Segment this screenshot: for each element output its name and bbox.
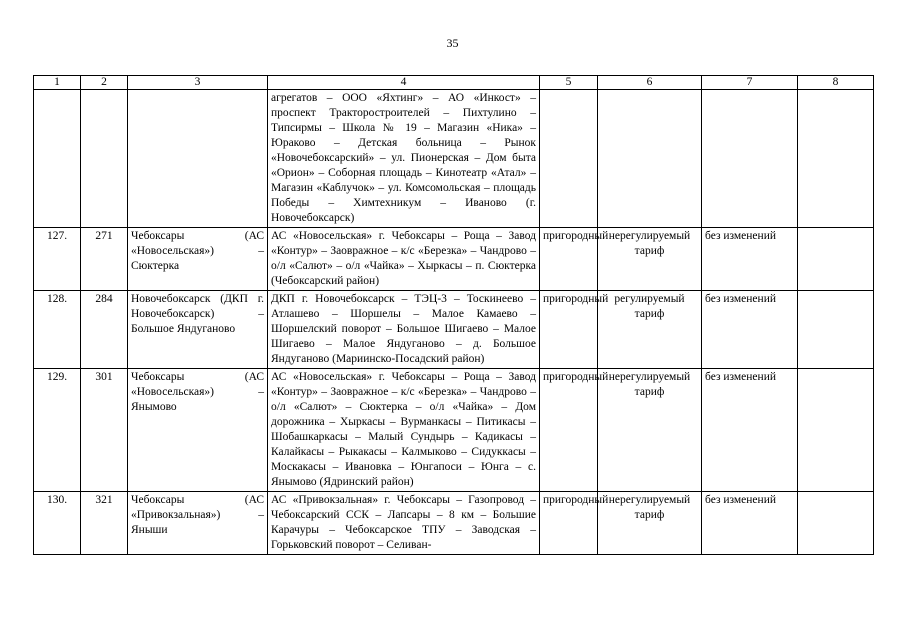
route-name: [128, 90, 268, 228]
route-reg-number: [81, 90, 128, 228]
route-tariff: нерегулируемый тариф: [598, 228, 702, 291]
route-type: [540, 90, 598, 228]
route-tariff: [598, 90, 702, 228]
route-tariff: нерегулируемый тариф: [598, 492, 702, 555]
route-name: Новочебоксарск (ДКП г. Новочебоксарск) – Большое Яндуганово: [128, 291, 268, 369]
header-cell: 4: [268, 76, 540, 90]
route-name: Чебоксары (АС «Привокзальная») – Яныши: [128, 492, 268, 555]
route-type: пригородный: [540, 291, 598, 369]
route-extra: [798, 90, 874, 228]
route-extra: [798, 492, 874, 555]
table-row: [34, 291, 874, 369]
route-tariff: регулируемый тариф: [598, 291, 702, 369]
route-change: без изменений: [702, 291, 798, 369]
route-change: без изменений: [702, 228, 798, 291]
route-reg-number: 301: [81, 369, 128, 492]
route-change: [702, 90, 798, 228]
row-number: 130.: [34, 492, 81, 555]
table-row: [34, 492, 874, 555]
routes-table: [33, 75, 874, 555]
route-type: пригородный: [540, 492, 598, 555]
route-extra: [798, 369, 874, 492]
route-name: Чебоксары (АС «Новосельская») – Янымово: [128, 369, 268, 492]
header-cell: 3: [128, 76, 268, 90]
route-type: пригородный: [540, 228, 598, 291]
route-name: Чебоксары (АС «Новосельская») – Сюктерка: [128, 228, 268, 291]
row-number: [34, 90, 81, 228]
table-row: [34, 90, 874, 228]
row-number: 128.: [34, 291, 81, 369]
route-change: без изменений: [702, 369, 798, 492]
route-type: пригородный: [540, 369, 598, 492]
route-path: агрегатов – ООО «Яхтинг» – АО «Инкост» – проспект Тракторостроителей – Пихтулино – Типсирмы – Школа № 19 – Магазин «Ника» – Юраково – Детская больница – Рынок «Новочебоксарский» – ул. Пионерская – Дом быта «Орион» – Соборная площадь – Кинотеатр «Атал» – Магазин «Каблучок» – ул. Комсомольская – площадь Победы – Химтехникум – Иваново (г. Новочебоксарск): [268, 90, 540, 228]
route-path: АС «Привокзальная» г. Чебоксары – Газопровод – Чебоксарский ССК – Лапсары – 8 км – Большие Карачуры – Чебоксарское ТПУ – Заводская – Горьковский поворот – Селиван-: [268, 492, 540, 555]
table-row: [34, 369, 874, 492]
header-cell: 8: [798, 76, 874, 90]
row-number: 129.: [34, 369, 81, 492]
route-extra: [798, 291, 874, 369]
header-cell: 6: [598, 76, 702, 90]
row-number: 127.: [34, 228, 81, 291]
header-cell: 1: [34, 76, 81, 90]
header-cell: 5: [540, 76, 598, 90]
route-path: АС «Новосельская» г. Чебоксары – Роща – Завод «Контур» – Заовражное – к/с «Березка» – Чандрово – о/л «Салют» – Сюктерка – о/л «Чайка» – Дом дорожника – Хыркасы – Вурманкасы – Питикасы – Шобашкаркасы – Малый Сундырь – Кадикасы – Калайкасы – Рыкакасы – Калмыково – Сидуккасы – Москакасы – Ивановка – Юнгапоси – Юнга – с. Янымово (Ядринский район): [268, 369, 540, 492]
header-cell: 7: [702, 76, 798, 90]
route-change: без изменений: [702, 492, 798, 555]
route-reg-number: 284: [81, 291, 128, 369]
route-path: ДКП г. Новочебоксарск – ТЭЦ-3 – Тоскинеево – Атлашево – Шоршелы – Малое Камаево – Шоршелский поворот – Большое Шигаево – Малое Шигаево – Малое Яндуганово – д. Большое Яндуганово (Мариинско-Посадский район): [268, 291, 540, 369]
route-extra: [798, 228, 874, 291]
page-number: 35: [446, 36, 459, 50]
header-cell: 2: [81, 76, 128, 90]
route-tariff: нерегулируемый тариф: [598, 369, 702, 492]
route-reg-number: 321: [81, 492, 128, 555]
header-row: [34, 76, 874, 90]
table-row: [34, 228, 874, 291]
route-reg-number: 271: [81, 228, 128, 291]
route-path: АС «Новосельская» г. Чебоксары – Роща – Завод «Контур» – Заовражное – к/с «Березка» – Чандрово – о/л «Салют» – о/л «Чайка» – Хыркасы – п. Сюктерка (Чебоксарский район): [268, 228, 540, 291]
